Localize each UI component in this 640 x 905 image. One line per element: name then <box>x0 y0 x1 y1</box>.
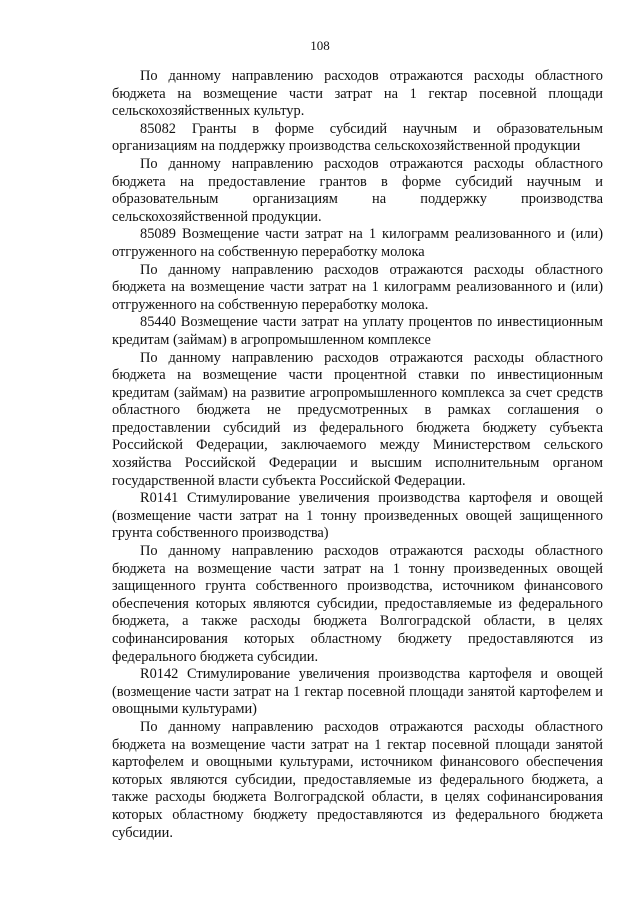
paragraph-description-r0142: По данному направлению расходов отражаются расходы областного бюджета на возмещение части затрат на 1 гектар посевной площади занятой картофелем и овощными культурами, источником финансового обеспечения которых являются субсидии, предоставляемые из федерального бюджета, а также расходы бюджета Волгоградской области, в целях софинансирования которых областному бюджету предоставляются из федерального бюджета субсидии. <box>112 718 603 841</box>
paragraph-code-r0142: R0142 Стимулирование увеличения производства картофеля и овощей (возмещение части затрат на 1 гектар посевной площади занятой картофелем и овощными культурами) <box>112 666 603 718</box>
paragraph-description-85080: По данному направлению расходов отражаются расходы областного бюджета на возмещение части затрат на 1 гектар посевной площади сельскохозяйственных культур. <box>112 68 603 120</box>
document-body <box>112 68 603 842</box>
paragraph-code-85440: 85440 Возмещение части затрат на уплату процентов по инвестиционным кредитам (займам) в агропромышленном комплексе <box>112 314 603 348</box>
paragraph-description-85440: По данному направлению расходов отражаются расходы областного бюджета на возмещение части процентной ставки по инвестиционным кредитам (займам) на развитие агропромышленного комплекса за счет средств областного бюджета не предусмотренных в рамках соглашения о предоставлении субсидий из федерального бюджета бюджету субъекта Российской Федерации, заключаемого между Министерством сельского хозяйства Российской Федерации и высшим исполнительным органом государственной власти субъекта Российской Федерации. <box>112 349 603 489</box>
paragraph-code-r0141: R0141 Стимулирование увеличения производства картофеля и овощей (возмещение части затрат на 1 тонну произведенных овощей защищенного грунта собственного производства) <box>112 490 603 542</box>
paragraph-description-r0141: По данному направлению расходов отражаются расходы областного бюджета на возмещение части затрат на 1 тонну произведенных овощей защищенного грунта собственного производства, источником финансового обеспечения которых являются субсидии, предоставляемые из федерального бюджета, а также расходы бюджета Волгоградской области, в целях софинансирования которых областному бюджету предоставляются из федерального бюджета субсидии. <box>112 543 603 665</box>
paragraph-description-85082: По данному направлению расходов отражаются расходы областного бюджета на предоставление грантов в форме субсидий научным и образовательным организациям на поддержку производства сельскохозяйственной продукции. <box>112 155 603 225</box>
paragraph-description-85089: По данному направлению расходов отражаются расходы областного бюджета на возмещение части затрат на 1 килограмм реализованного и (или) отгруженного на собственную переработку молока. <box>112 261 603 313</box>
page-number: 108 <box>310 38 330 53</box>
paragraph-code-85082: 85082 Гранты в форме субсидий научным и образовательным организациям на поддержку производства сельскохозяйственной продукции <box>112 120 603 155</box>
paragraph-code-85089: 85089 Возмещение части затрат на 1 килограмм реализованного и (или) отгруженного на собственную переработку молока <box>112 226 603 260</box>
